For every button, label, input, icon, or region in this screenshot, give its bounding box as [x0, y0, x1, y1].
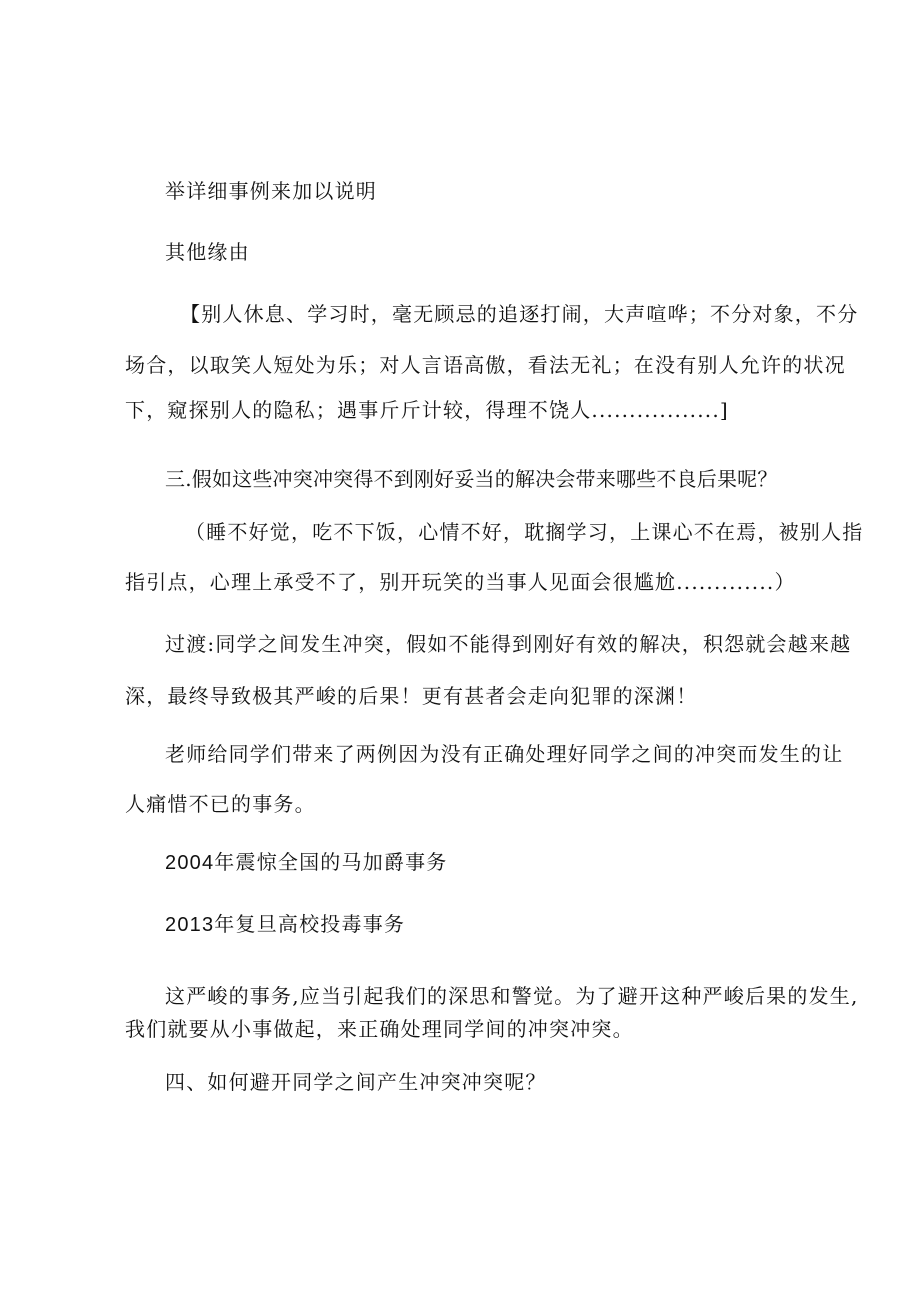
- question-four: 四、如何避开同学之间产生冲突冲突呢？: [165, 1070, 547, 1094]
- bracket-text-line-1: 【别人休息、学习时，毫无顾忌的追逐打闹，大声喧哗；不分对象，不分: [180, 302, 859, 326]
- event-2004: 2004年震惊全国的马加爵事务: [165, 852, 448, 874]
- question-three: 三.假如这些冲突冲突得不到刚好妥当的解决会带来哪些不良后果呢？: [165, 467, 778, 491]
- event-2013: 2013年复旦高校投毒事务: [165, 914, 406, 936]
- transition-line-2: 深，最终导致极其严峻的后果！更有甚者会走向犯罪的深渊！: [125, 684, 698, 708]
- reflection-line-1: 这严峻的事务,应当引起我们的深思和警觉。为了避开这种严峻后果的发生,: [165, 984, 859, 1008]
- transition-line-1: 过渡:同学之间发生冲突，假如不能得到刚好有效的解决，积怨就会越来越: [165, 632, 852, 656]
- other-reason-heading: 其他缘由: [165, 240, 250, 264]
- consequence-answer-line-2: 指引点，心理上承受不了，别开玩笑的当事人见面会很尴尬.............）: [125, 570, 796, 594]
- example-heading: 举详细事例来加以说明: [165, 179, 377, 203]
- reflection-line-2: 我们就要从小事做起，来正确处理同学间的冲突冲突。: [125, 1017, 634, 1041]
- teacher-intro-line-2: 人痛惜不已的事务。: [125, 792, 316, 816]
- consequence-answer-line-1: （睡不好觉，吃不下饭，心情不好，耽搁学习，上课心不在焉，被别人指: [185, 520, 864, 544]
- bracket-text-line-2: 场合，以取笑人短处为乐；对人言语高傲，看法无礼；在没有别人允许的状况: [125, 353, 846, 377]
- teacher-intro-line-1: 老师给同学们带来了两例因为没有正确处理好同学之间的冲突而发生的让: [165, 742, 844, 766]
- bracket-text-line-3: 下，窥探别人的隐私；遇事斤斤计较，得理不饶人.................]: [125, 398, 729, 422]
